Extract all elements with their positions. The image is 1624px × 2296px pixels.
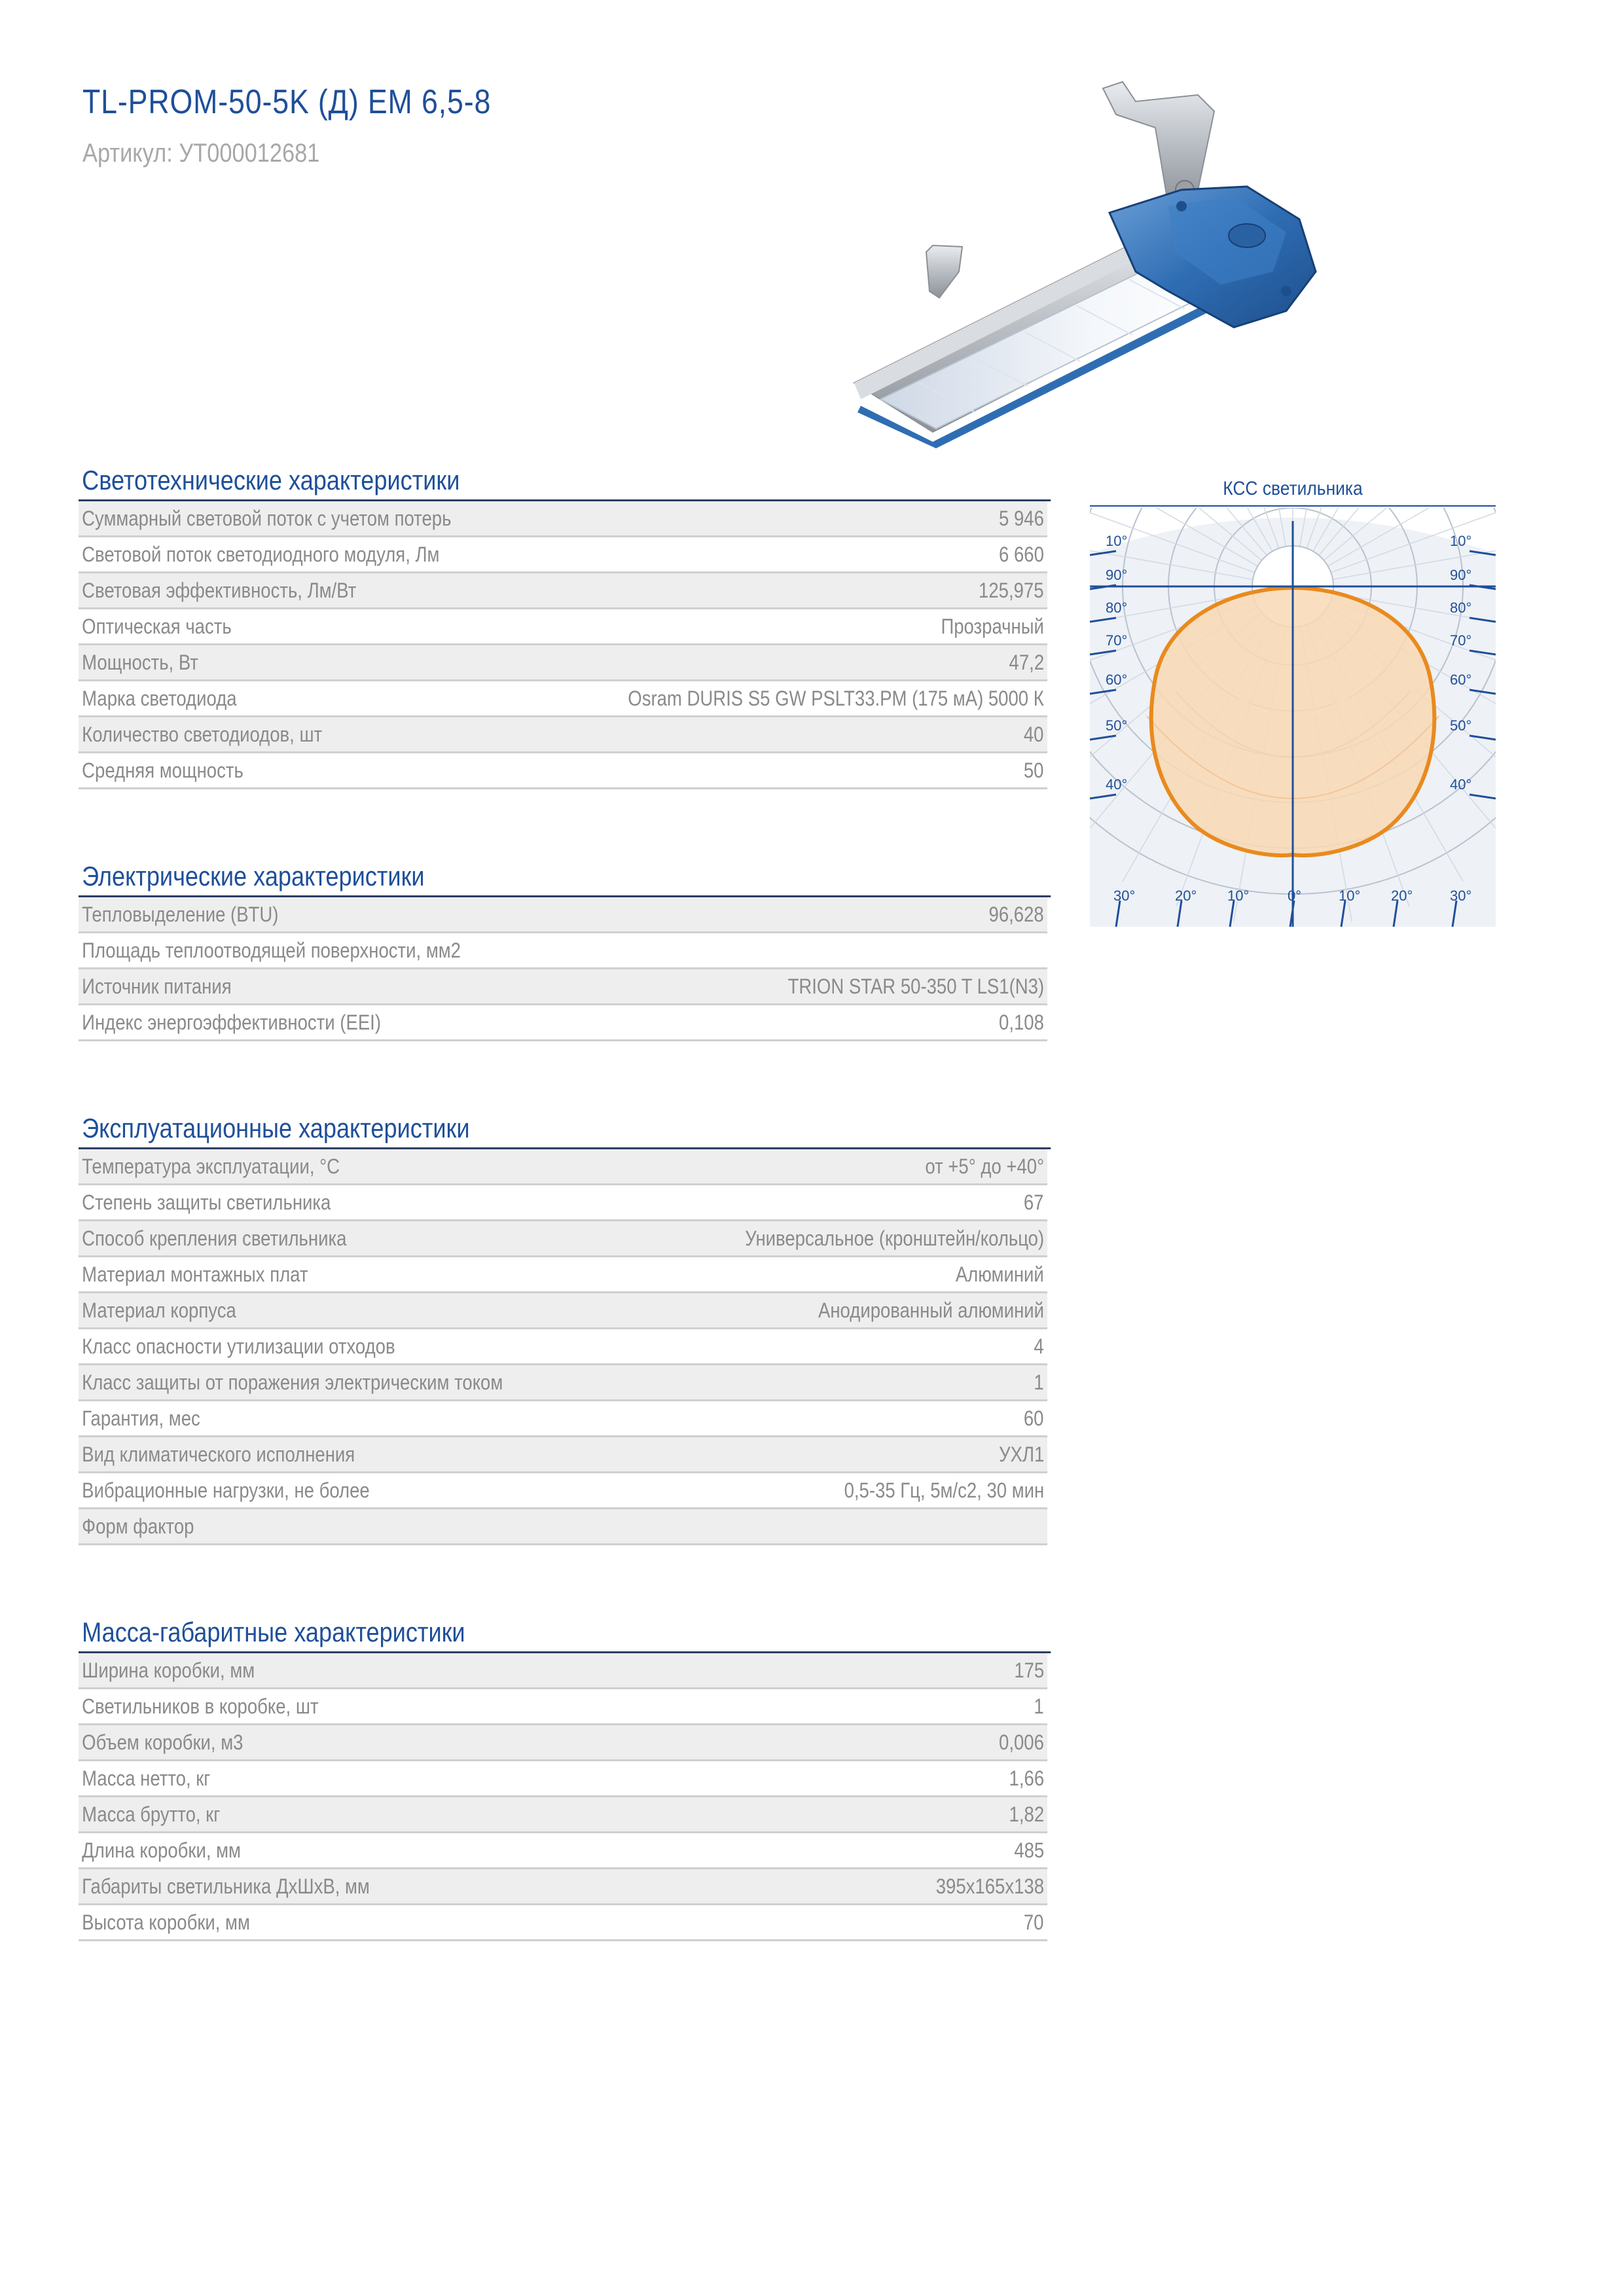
spec-value: 0,108 [998,1010,1044,1034]
angle-label-left: 80° [1106,600,1128,616]
bottom-angle-label: 10° [1227,888,1250,904]
section-title: Масса-габаритные характеристики [79,1613,1051,1653]
spec-value: 96,628 [988,902,1044,926]
polar-chart-title: КСС светильника [1223,478,1363,499]
angle-label-left: 10° [1106,533,1128,549]
spec-value: 125,975 [979,578,1044,602]
angle-label-left: 70° [1106,632,1128,649]
bottom-angle-label: 30° [1450,888,1472,904]
spec-row [79,717,1047,753]
spec-value: 4 [1034,1334,1044,1358]
spec-label: Степень защиты светильника [82,1190,331,1214]
spec-table [79,1149,1047,1545]
spec-row [79,1797,1047,1833]
spec-label: Световой поток светодиодного модуля, Лм [82,542,440,566]
spec-table [79,501,1047,789]
angle-label-right: 60° [1450,672,1472,688]
spec-label: Класс защиты от поражения электрическим током [82,1370,503,1394]
spec-row [79,897,1047,933]
bottom-angle-label: 10° [1339,888,1361,904]
spec-label: Масса нетто, кг [82,1766,211,1790]
spec-label: Масса брутто, кг [82,1802,221,1826]
product-image [828,75,1345,448]
spec-label: Ширина коробки, мм [82,1658,255,1682]
spec-label: Габариты светильника ДхШхВ, мм [82,1874,370,1898]
spec-row [79,753,1047,789]
spec-row [79,1221,1047,1257]
spec-value: 5 946 [998,506,1044,530]
spec-row [79,969,1047,1005]
spec-row [79,1293,1047,1329]
polar-light-distribution-chart [1090,508,1496,927]
spec-value: 1,66 [1009,1766,1044,1790]
spec-label: Материал корпуса [82,1298,236,1322]
angle-label-right: 70° [1450,632,1472,649]
spec-value: Osram DURIS S5 GW PSLT33.PM (175 мА) 5000 К [628,686,1044,710]
spec-value: 1,82 [1009,1802,1044,1826]
spec-value: 6 660 [998,542,1044,566]
section-title: Эксплуатационные характеристики [79,1109,1051,1149]
angle-label-left: 40° [1106,776,1128,793]
section-operational [79,1109,1047,1545]
spec-label: Площадь теплоотводящей поверхности, мм2 [82,938,461,962]
spec-value: УХЛ1 [998,1442,1044,1466]
angle-label-left: 60° [1106,672,1128,688]
spec-label: Количество светодиодов, шт [82,722,323,746]
spec-label: Световая эффективность, Лм/Вт [82,578,357,602]
spec-row [79,609,1047,645]
spec-row [79,1905,1047,1941]
spec-value: 67 [1024,1190,1044,1214]
section-title: Светотехнические характеристики [79,461,1051,501]
spec-value: 1 [1034,1694,1044,1718]
spec-label: Материал монтажных плат [82,1262,308,1286]
spec-label: Средняя мощность [82,758,244,782]
spec-value: 485 [1013,1838,1044,1862]
spec-row [79,1149,1047,1185]
section-dimensions [79,1613,1047,1941]
spec-row [79,1257,1047,1293]
spec-row [79,1761,1047,1797]
spec-table [79,897,1047,1041]
article-number: Артикул: УТ000012681 [82,139,320,168]
section-lighting [79,461,1047,789]
spec-row [79,1653,1047,1689]
spec-row [79,1365,1047,1401]
spec-label: Температура эксплуатации, °С [82,1154,340,1178]
angle-label-right: 80° [1450,600,1472,616]
spec-row [79,1689,1047,1725]
spec-row [79,1437,1047,1473]
spec-label: Светильников в коробке, шт [82,1694,319,1718]
spec-label: Мощность, Вт [82,650,198,674]
spec-value: TRION STAR 50-350 T LS1(N3) [787,974,1044,998]
bottom-angle-label: 20° [1391,888,1413,904]
spec-label: Гарантия, мес [82,1406,200,1430]
spec-value: Универсальное (кронштейн/кольцо) [744,1226,1044,1250]
spec-row [79,537,1047,573]
spec-row [79,1869,1047,1905]
spec-value: 50 [1024,758,1044,782]
angle-label-right: 90° [1450,567,1472,583]
spec-label: Оптическая часть [82,614,232,638]
product-title: TL-PROM-50-5K (Д) EM 6,5-8 [82,83,492,121]
spec-row [79,1725,1047,1761]
spec-label: Марка светодиода [82,686,237,710]
bottom-angle-label: 0° [1288,888,1302,904]
spec-label: Высота коробки, мм [82,1910,250,1934]
spec-row [79,1401,1047,1437]
polar-chart-title-rule [1090,505,1496,507]
spec-table [79,1653,1047,1941]
spec-row [79,1005,1047,1041]
bottom-angle-label: 30° [1113,888,1136,904]
spec-row [79,1473,1047,1509]
spec-value: 395х165х138 [935,1874,1044,1898]
bottom-angle-label: 20° [1175,888,1197,904]
spec-value: 1 [1034,1370,1044,1394]
spec-row [79,681,1047,717]
spec-value: Анодированный алюминий [818,1298,1044,1322]
spec-label: Класс опасности утилизации отходов [82,1334,395,1358]
spec-row [79,1329,1047,1365]
spec-row [79,501,1047,537]
spec-label: Индекс энергоэффективности (EEI) [82,1010,381,1034]
spec-label: Длина коробки, мм [82,1838,241,1862]
spec-label: Вибрационные нагрузки, не более [82,1478,370,1502]
angle-label-left: 50° [1106,717,1128,734]
spec-row [79,933,1047,969]
section-title: Электрические характеристики [79,857,1051,897]
spec-value: от +5° до +40° [925,1154,1044,1178]
spec-label: Вид климатического исполнения [82,1442,355,1466]
spec-row [79,573,1047,609]
spec-value: 70 [1024,1910,1044,1934]
angle-label-left: 90° [1106,567,1128,583]
spec-label: Объем коробки, м3 [82,1730,244,1754]
spec-label: Форм фактор [82,1514,194,1538]
spec-value: 60 [1024,1406,1044,1430]
angle-label-right: 50° [1450,717,1472,734]
spec-value: 0,006 [998,1730,1044,1754]
angle-label-right: 10° [1450,533,1472,549]
section-electrical [79,857,1047,1041]
spec-row [79,1509,1047,1545]
spec-value: 47,2 [1009,650,1044,674]
spec-label: Способ крепления светильника [82,1226,347,1250]
spec-row [79,1185,1047,1221]
spec-label: Тепловыделение (BTU) [82,902,279,926]
angle-label-right: 40° [1450,776,1472,793]
spec-value: 0,5-35 Гц, 5м/с2, 30 мин [844,1478,1044,1502]
spec-label: Источник питания [82,974,232,998]
spec-value: 175 [1013,1658,1044,1682]
spec-row [79,1833,1047,1869]
spec-value: 40 [1024,722,1044,746]
spec-value: Прозрачный [941,614,1044,638]
spec-row [79,645,1047,681]
spec-value: Алюминий [955,1262,1044,1286]
spec-label: Суммарный световой поток с учетом потерь [82,506,452,530]
